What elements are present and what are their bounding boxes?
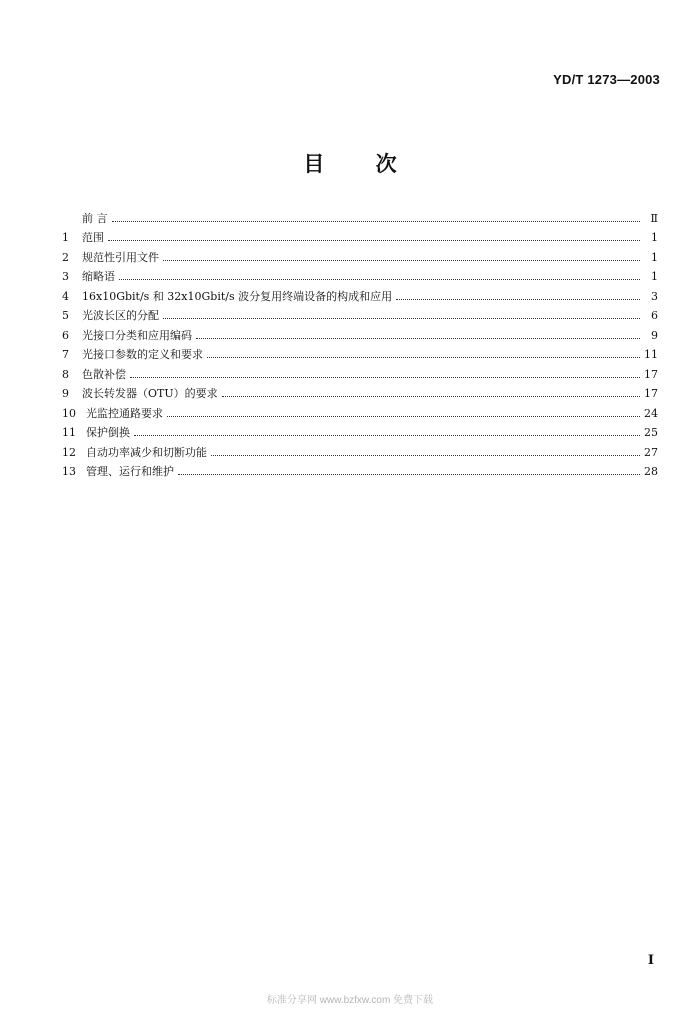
toc-leader-dots: [163, 318, 640, 319]
toc-entry-label: 16x10Gbit/s 和 32x10Gbit/s 波分复用终端设备的构成和应用: [82, 289, 393, 303]
toc-entry-number: 4: [62, 289, 69, 303]
table-of-contents: [62, 206, 658, 479]
toc-entry-3[interactable]: [62, 265, 658, 285]
toc-entry-label: 光波长区的分配: [82, 309, 159, 322]
toc-entry-page: Ⅱ: [650, 211, 658, 225]
toc-entry-label: 光接口分类和应用编码: [82, 328, 192, 342]
toc-entry-5[interactable]: [62, 304, 658, 324]
toc-entry-2[interactable]: [62, 245, 658, 265]
toc-entry-page: 27: [644, 445, 658, 459]
toc-entry-number: 7: [62, 348, 69, 361]
toc-leader-dots: [396, 299, 640, 300]
page-number: I: [647, 953, 654, 968]
toc-entry-9[interactable]: [62, 382, 658, 402]
toc-entry-number: 3: [62, 270, 69, 283]
toc-leader-dots: [119, 279, 640, 280]
toc-entry-number: 10: [62, 406, 76, 420]
toc-leader-dots: [178, 474, 640, 475]
toc-leader-dots: [167, 416, 640, 417]
toc-leader-dots: [163, 260, 640, 261]
toc-entry-number: 6: [62, 328, 69, 342]
toc-entry-10[interactable]: [62, 401, 658, 421]
toc-entry-page: 1: [651, 231, 658, 244]
toc-entry-number: 9: [62, 387, 69, 400]
toc-entry-page: 1: [651, 270, 658, 283]
toc-entry-11[interactable]: [62, 421, 658, 441]
toc-leader-dots: [211, 455, 640, 456]
toc-entry-page: 3: [651, 289, 658, 303]
toc-entry-label: 光接口参数的定义和要求: [82, 348, 203, 361]
toc-entry-label: 缩略语: [82, 270, 115, 283]
toc-leader-dots: [130, 377, 640, 378]
toc-entry-page: 24: [644, 406, 658, 420]
toc-leader-dots: [196, 338, 640, 339]
toc-entry-label: 前 言: [82, 211, 108, 225]
toc-entry-foreword[interactable]: [62, 206, 658, 226]
toc-entry-8[interactable]: [62, 362, 658, 382]
toc-entry-7[interactable]: [62, 343, 658, 363]
toc-entry-page: 28: [644, 465, 658, 478]
toc-entry-4[interactable]: [62, 284, 658, 304]
toc-entry-number: 12: [62, 445, 76, 459]
toc-leader-dots: [108, 240, 640, 241]
toc-leader-dots: [112, 221, 641, 222]
toc-entry-number: 2: [62, 250, 69, 264]
toc-leader-dots: [134, 435, 640, 436]
toc-entry-6[interactable]: [62, 323, 658, 343]
toc-entry-page: 6: [651, 309, 658, 322]
toc-entry-12[interactable]: [62, 440, 658, 460]
toc-entry-page: 25: [644, 426, 658, 439]
toc-leader-dots: [222, 396, 640, 397]
toc-entry-page: 17: [644, 367, 658, 381]
toc-entry-label: 规范性引用文件: [82, 250, 159, 264]
toc-entry-label: 自动功率减少和切断功能: [86, 445, 207, 459]
toc-entry-label: 波长转发器（OTU）的要求: [82, 387, 218, 400]
toc-entry-number: 13: [62, 465, 76, 478]
standard-code: YD/T 1273—2003: [553, 72, 660, 87]
toc-leader-dots: [207, 357, 640, 358]
toc-entry-page: 9: [651, 328, 658, 342]
toc-entry-label: 色散补偿: [82, 367, 126, 381]
toc-entry-13[interactable]: [62, 460, 658, 480]
toc-entry-page: 1: [651, 250, 658, 264]
toc-entry-number: 5: [62, 309, 69, 322]
toc-entry-number: 11: [62, 426, 76, 439]
page-title: 目 次: [303, 151, 397, 176]
toc-entry-page: 17: [644, 387, 658, 400]
toc-entry-label: 保护倒换: [86, 426, 130, 439]
toc-entry-page: 11: [644, 348, 658, 361]
toc-entry-number: 1: [62, 231, 69, 244]
toc-entry-1[interactable]: [62, 226, 658, 246]
toc-entry-label: 范围: [82, 231, 104, 244]
toc-entry-label: 光监控通路要求: [86, 406, 163, 420]
toc-entry-label: 管理、运行和维护: [86, 465, 174, 478]
watermark-text: 标准分享网 www.bzfxw.com 免费下载: [266, 995, 434, 1006]
toc-entry-number: 8: [62, 367, 69, 381]
